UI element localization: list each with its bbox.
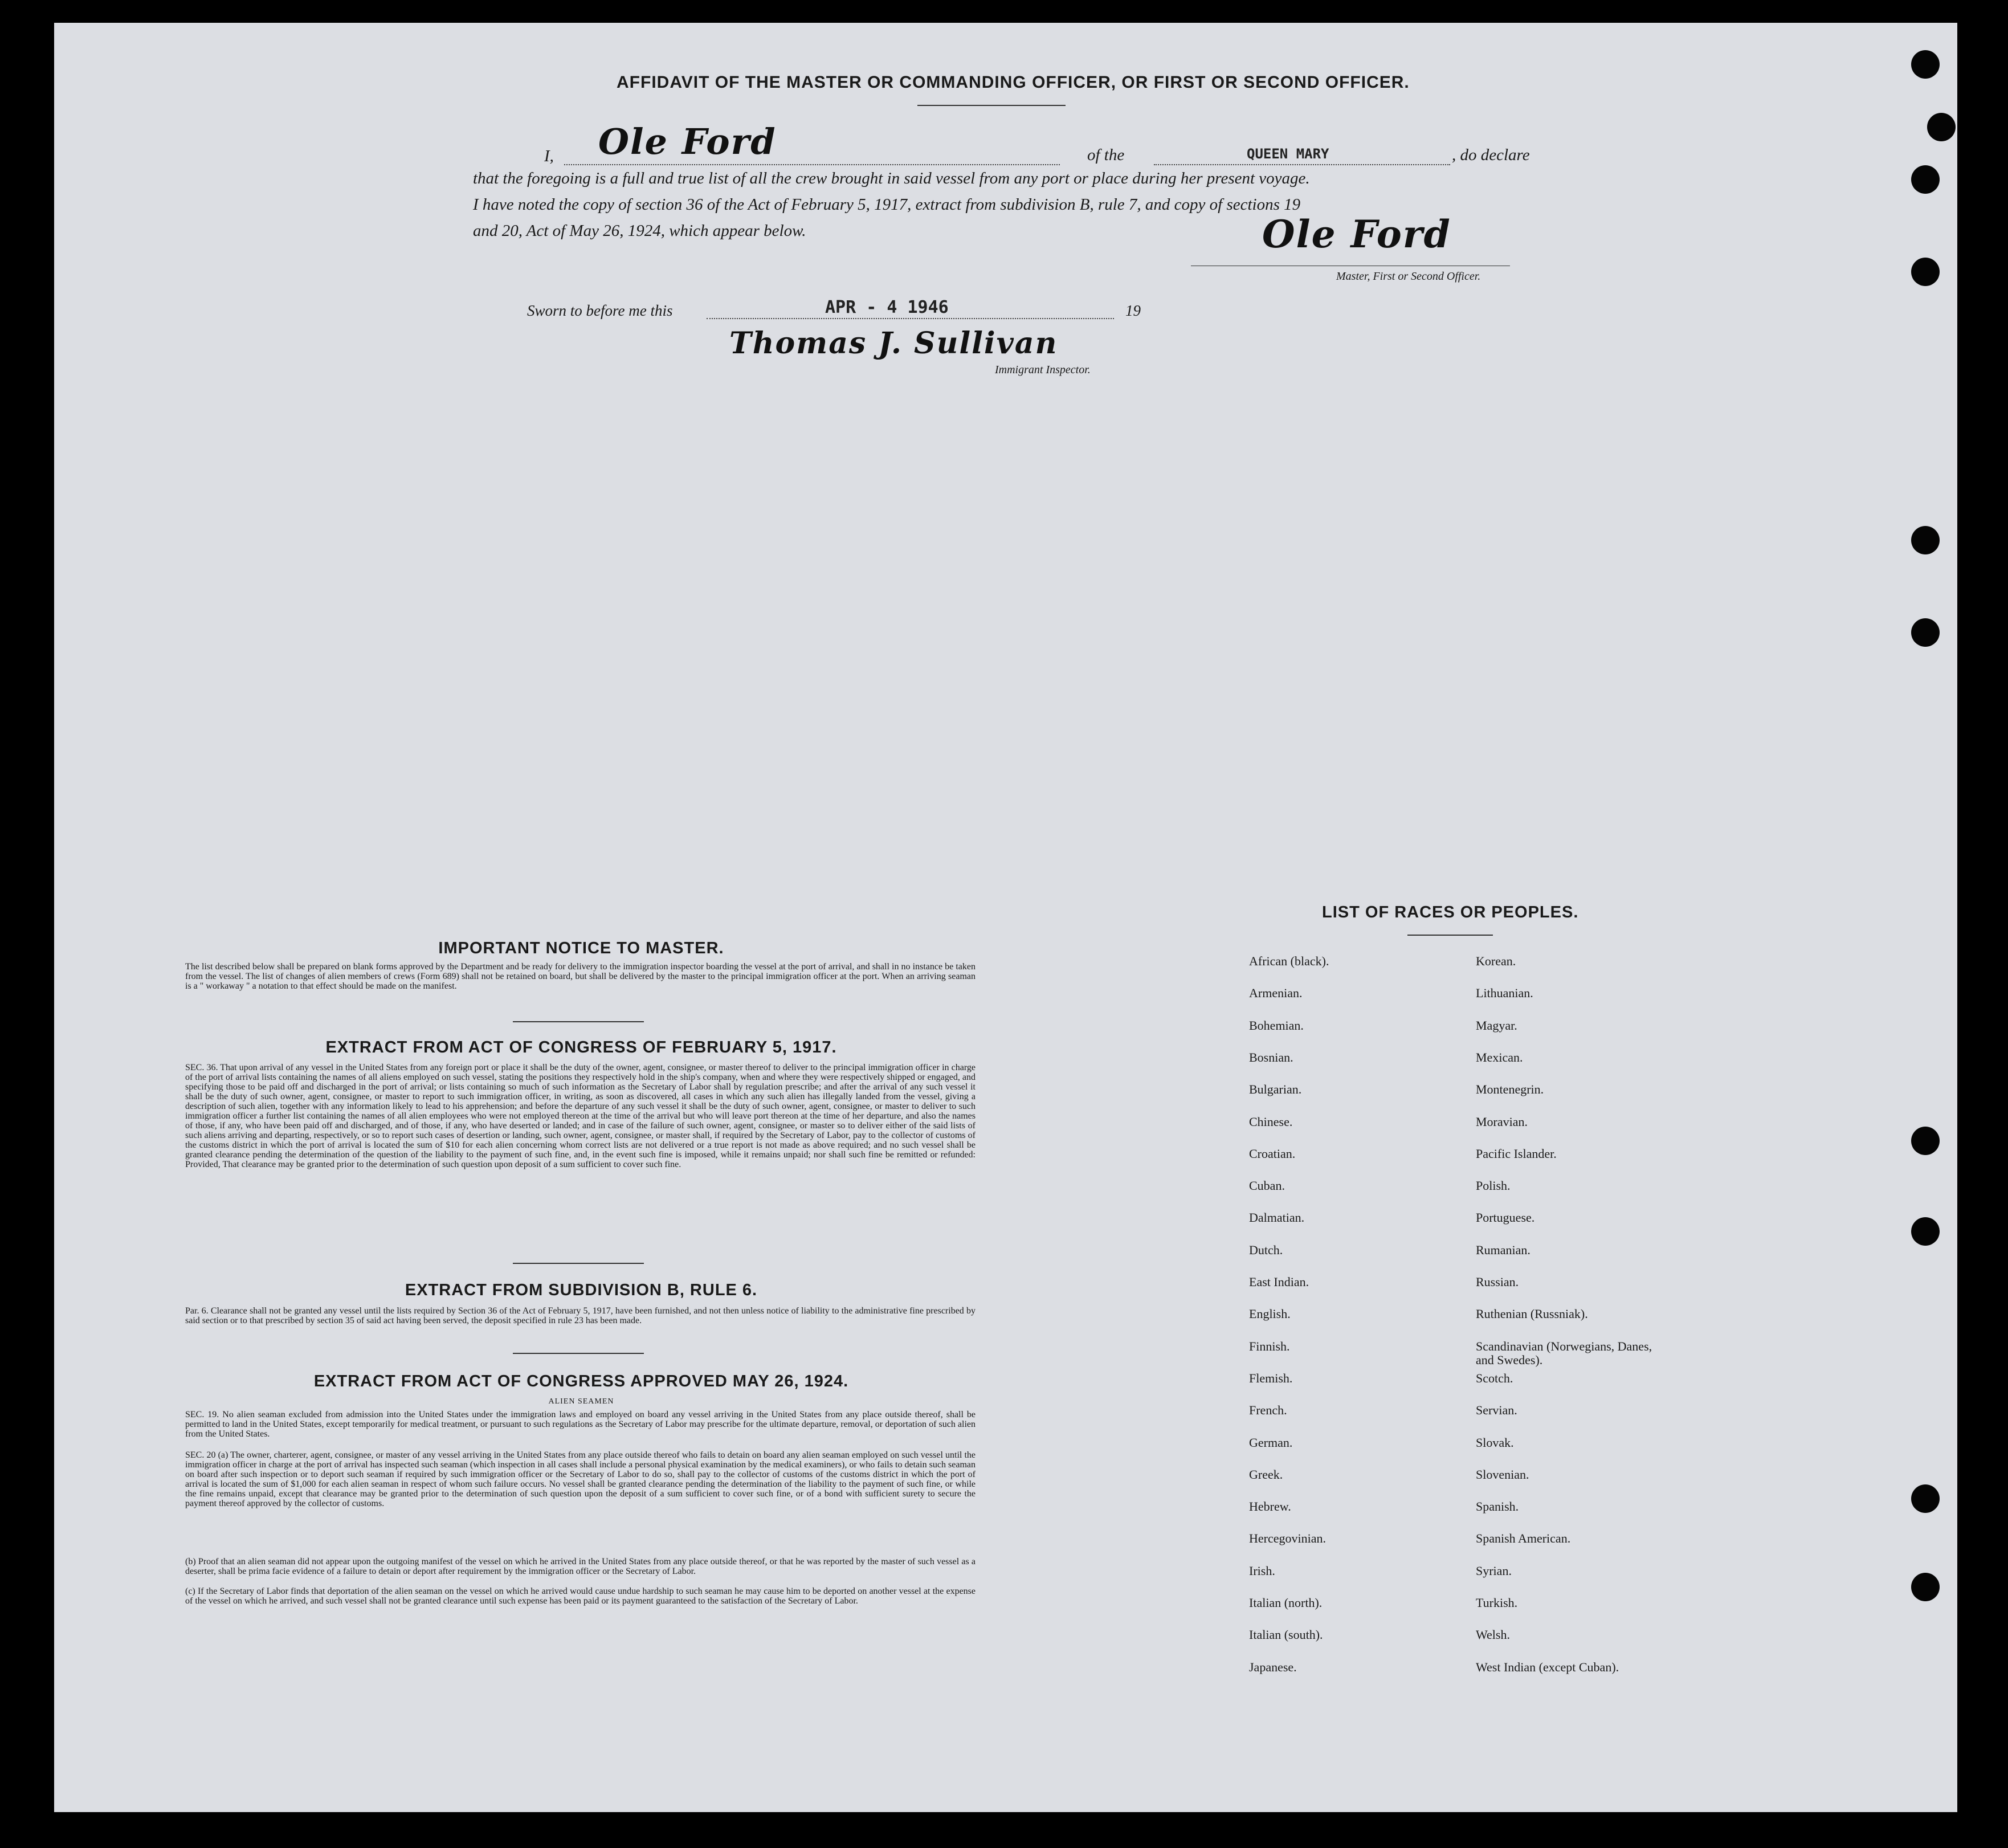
race-item: Chinese. <box>1249 1114 1293 1129</box>
punch-hole <box>1911 1573 1940 1601</box>
race-item: Pacific Islander. <box>1476 1146 1557 1161</box>
race-item: Magyar. <box>1476 1018 1517 1033</box>
inspector-caption: Immigrant Inspector. <box>995 364 1091 376</box>
affidavit-i: I, <box>544 147 554 165</box>
race-item: Italian (north). <box>1249 1596 1323 1610</box>
race-item: Finnish. <box>1249 1339 1290 1353</box>
sworn-date-line <box>707 318 1114 319</box>
race-item: English. <box>1249 1307 1291 1321</box>
races-title: LIST OF RACES OR PEOPLES. <box>1322 903 1579 921</box>
vessel-name: QUEEN MARY <box>1247 146 1329 162</box>
race-item: Welsh. <box>1476 1627 1510 1642</box>
race-item: Croatian. <box>1249 1146 1296 1161</box>
race-item: Irish. <box>1249 1563 1275 1578</box>
race-item: Korean. <box>1476 954 1516 968</box>
race-item: Scandinavian (Norwegians, Danes, and Swedes). <box>1476 1339 1652 1367</box>
punch-hole <box>1911 526 1940 554</box>
notice-title: IMPORTANT NOTICE TO MASTER. <box>438 939 724 957</box>
race-item: Flemish. <box>1249 1370 1293 1385</box>
race-item: Dalmatian. <box>1249 1210 1305 1225</box>
extract3-sec20c: (c) If the Secretary of Labor finds that deportation of the alien seaman on the vessel on which he arrived would cause undue hardship to such seaman he may cause him to be deported on another vessel at the expense of the vessel on which he arrived, and such vessel shall not be granted clearance until such expense has been paid or its payment guaranteed to the satisfaction of the Secretary of Labor. <box>185 1586 976 1606</box>
affidavit-declare: , do declare <box>1452 146 1530 164</box>
affidavit-of-the: of the <box>1087 146 1125 164</box>
master-caption: Master, First or Second Officer. <box>1336 270 1481 283</box>
race-item: Italian (south). <box>1249 1627 1323 1642</box>
document-sheet <box>54 23 1957 1812</box>
affidavit-line-4: and 20, Act of May 26, 1924, which appear below. <box>473 222 806 240</box>
race-item: Ruthenian (Russniak). <box>1476 1307 1588 1321</box>
punch-hole <box>1911 1484 1940 1513</box>
race-item: Servian. <box>1476 1403 1517 1418</box>
extract2-title: EXTRACT FROM SUBDIVISION B, RULE 6. <box>405 1281 758 1299</box>
race-item: Spanish. <box>1476 1499 1519 1514</box>
race-item: Polish. <box>1476 1178 1511 1193</box>
extract3-title: EXTRACT FROM ACT OF CONGRESS APPROVED MAY 26, 1924. <box>313 1372 849 1390</box>
race-item: Lithuanian. <box>1476 986 1533 1001</box>
race-item: Bohemian. <box>1249 1018 1304 1033</box>
race-item: Slovak. <box>1476 1435 1514 1450</box>
races-divider <box>1407 935 1493 936</box>
sworn-date-stamp: APR - 4 1946 <box>825 297 949 317</box>
race-item: Armenian. <box>1249 986 1303 1001</box>
extract2-text: Par. 6. Clearance shall not be granted any vessel until the lists required by Section 36 of the Act of February 5, 1917, have been furnished, and not then unless notice of liability to the administrative fine prescribed by said section or to that prescribed by section 35 of said act having been served, the deposit specified in rule 23 has been made. <box>185 1306 976 1325</box>
race-item: Cuban. <box>1249 1178 1285 1193</box>
race-item: Greek. <box>1249 1467 1283 1482</box>
affidavit-line-3: I have noted the copy of section 36 of the Act of February 5, 1917, extract from subdivision B, rule 7, and copy of sections 19 <box>473 195 1301 214</box>
notice-text: The list described below shall be prepared on blank forms approved by the Department and be ready for delivery to the immigration inspector boarding the vessel at the port of arrival, and shall in no instance be taken from the vessel. The list of changes of alien members of crews (Form 689) shall not be retained on board, but shall be delivered by the master to the principal immigration officer at the port. When an arriving seaman is a " workaway " a notation to that effect should be made on the manifest. <box>185 962 976 991</box>
inspector-signature: Thomas J. Sullivan <box>729 326 1058 361</box>
punch-hole <box>1911 50 1940 79</box>
punch-hole <box>1911 1127 1940 1155</box>
race-item: Scotch. <box>1476 1370 1513 1385</box>
race-item: Turkish. <box>1476 1596 1518 1610</box>
notice-divider <box>513 1021 644 1022</box>
race-item: Bulgarian. <box>1249 1082 1302 1097</box>
race-item: Slovenian. <box>1476 1467 1529 1482</box>
extract3-sec19: SEC. 19. No alien seaman excluded from admission into the United States under the immigration laws and employed on board any vessel arriving in the United States from any place outside thereof, shall be permitted to land in the United States, except temporarily for medical treatment, or pursuant to such regulations as the Secretary of Labor may prescribe for the ultimate departure, removal, or deportation of such alien from the United States. <box>185 1410 976 1439</box>
race-item: Portuguese. <box>1476 1210 1535 1225</box>
race-item: Bosnian. <box>1249 1050 1293 1064</box>
punch-hole <box>1911 165 1940 194</box>
punch-hole <box>1911 618 1940 647</box>
extract1-text: SEC. 36. That upon arrival of any vessel in the United States from any foreign port or place it shall be the duty of the owner, agent, consignee, or master thereof to deliver to the principal immigration officer in charge of the port of arrival lists containing the names of all aliens employed on such vessel, stating the positions they respectively hold in the ship's company, when and where they were respectively shipped or engaged, and specifying those to be paid off and discharged in the port of arrival; or lists containing so much of such information as the Secretary of Labor shall by regulation prescribe; and after the arrival of any such vessel it shall be the duty of such owner, agent, consignee, or master to report to such immigration officer, in writing, as soon as discovered, all cases in which any such alien has illegally landed from the vessel, giving a description of such alien, together with any information likely to lead to his apprehension; and before the departure of any such vessel it shall be the duty of such owner, agent, consignee, or master to deliver to such immigration officer a further list containing the names of all alien employees who were not employed thereon at the time of the arrival but who will leave port thereon at the time of her departure, and also the names of those, if any, who have been paid off and discharged, and of those, if any, who have deserted or landed; and in case of the failure of such owner, agent, consignee, or master so to deliver either of the said lists of such aliens arriving and departing, respectively, or so to report such cases of desertion or landing, such owner, agent, consignee, or master shall, if required by the Secretary of Labor, pay to the collector of customs of the customs district in which the port of arrival is located the sum of $10 for each alien concerning whom correct lists are not delivered or a true report is not made as above required; and no such vessel shall be granted clearance pending the determination of the question of the liability to the payment of such fine, and, in the event such fine is imposed, while it remains unpaid; nor shall such fine be remitted or refunded: Provided, That clearance may be granted prior to the determination of such question upon deposit of a sum sufficient to cover such fine. <box>185 1063 976 1169</box>
affidavit-title: AFFIDAVIT OF THE MASTER OR COMMANDING OFFICER, OR FIRST OR SECOND OFFICER. <box>617 73 1410 92</box>
race-item: Syrian. <box>1476 1563 1512 1578</box>
punch-hole <box>1911 1217 1940 1246</box>
punch-hole <box>1911 258 1940 286</box>
race-item: African (black). <box>1249 954 1329 968</box>
master-signature: Ole Ford <box>1262 212 1451 256</box>
race-item: Russian. <box>1476 1275 1519 1289</box>
extract3-sec20a: SEC. 20 (a) The owner, charterer, agent, consignee, or master of any vessel arriving in the United States from any place outside thereof who fails to detain on board any alien seaman employed on such vessel until the immigration officer in charge at the port of arrival has inspected such seaman (which inspection in all cases shall include a personal physical examination by the medical examiners), or who fails to detain such seaman on board after such inspection or to deport such seaman if required by such immigration officer or the Secretary of Labor to do so, shall pay to the collector of customs of the customs district in which the port of arrival is located the sum of $1,000 for each alien seaman in respect of whom such failure occurs. No vessel shall be granted clearance pending the determination of the liability to the payment of such fine, or while the fine remains unpaid, except that clearance may be granted prior to the determination of such question upon the deposit of a sum sufficient to cover such fine, or of a bond with sufficient surety to secure the payment thereof approved by the collector of customs. <box>185 1450 976 1508</box>
race-item: East Indian. <box>1249 1275 1309 1289</box>
race-item: Spanish American. <box>1476 1531 1571 1546</box>
race-item: Hercegovinian. <box>1249 1531 1326 1546</box>
race-item: Moravian. <box>1476 1114 1528 1129</box>
race-item: Montenegrin. <box>1476 1082 1544 1097</box>
punch-hole <box>1927 113 1956 141</box>
race-item: Mexican. <box>1476 1050 1523 1064</box>
extract3-sec20b: (b) Proof that an alien seaman did not appear upon the outgoing manifest of the vessel on which he arrived in the United States from any place outside thereof, or that he was reported by the master of such vessel as a deserter, shall be prima facie evidence of a failure to detain or deport after requirement by the immigration officer or the Secretary of Labor. <box>185 1557 976 1576</box>
title-divider <box>917 105 1066 106</box>
sworn-year-prefix: 19 <box>1125 302 1141 319</box>
race-item: Dutch. <box>1249 1242 1283 1257</box>
race-item: French. <box>1249 1403 1287 1418</box>
extract1-title: EXTRACT FROM ACT OF CONGRESS OF FEBRUARY 5, 1917. <box>325 1038 837 1056</box>
extract3-subtitle: ALIEN SEAMEN <box>548 1397 614 1406</box>
race-item: West Indian (except Cuban). <box>1476 1659 1619 1674</box>
sworn-text: Sworn to before me this <box>527 302 673 319</box>
extract1-divider <box>513 1263 644 1264</box>
race-item: German. <box>1249 1435 1293 1450</box>
race-item: Hebrew. <box>1249 1499 1291 1514</box>
master-name-signature: Ole Ford <box>598 121 777 162</box>
extract2-divider <box>513 1353 644 1354</box>
race-item: Rumanian. <box>1476 1242 1531 1257</box>
race-item: Japanese. <box>1249 1659 1297 1674</box>
affidavit-line-2: that the foregoing is a full and true list of all the crew brought in said vessel from any port or place during her present voyage. <box>473 169 1310 187</box>
